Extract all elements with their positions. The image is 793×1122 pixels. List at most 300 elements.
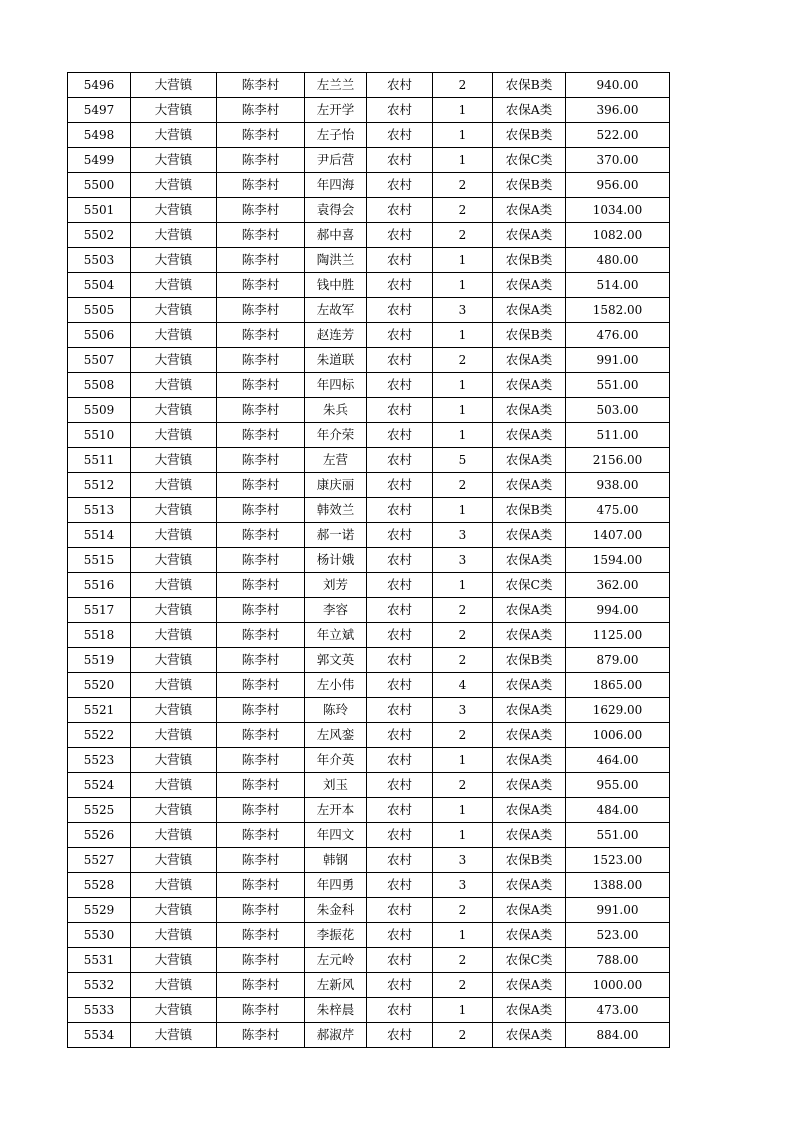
cell-member-count: 1 [433,998,493,1023]
cell-household-type: 农村 [367,823,433,848]
cell-household-type: 农村 [367,223,433,248]
cell-town: 大营镇 [131,873,217,898]
cell-household-type: 农村 [367,98,433,123]
table-row [68,973,670,998]
cell-member-count: 1 [433,248,493,273]
cell-village: 陈李村 [217,623,305,648]
cell-row-number: 5532 [68,973,131,998]
cell-town: 大营镇 [131,323,217,348]
cell-insurance-category: 农保A类 [493,548,566,573]
cell-insurance-category: 农保A类 [493,998,566,1023]
cell-household-type: 农村 [367,848,433,873]
table-row [68,273,670,298]
cell-household-type: 农村 [367,198,433,223]
cell-row-number: 5499 [68,148,131,173]
cell-amount: 956.00 [566,173,670,198]
cell-insurance-category: 农保A类 [493,273,566,298]
cell-amount: 473.00 [566,998,670,1023]
table-row [68,323,670,348]
cell-household-type: 农村 [367,398,433,423]
cell-household-type: 农村 [367,723,433,748]
cell-insurance-category: 农保A类 [493,423,566,448]
cell-insurance-category: 农保B类 [493,123,566,148]
cell-town: 大营镇 [131,523,217,548]
cell-village: 陈李村 [217,823,305,848]
table-row [68,123,670,148]
table-row [68,998,670,1023]
cell-row-number: 5525 [68,798,131,823]
table-row [68,248,670,273]
cell-amount: 396.00 [566,98,670,123]
cell-village: 陈李村 [217,898,305,923]
cell-town: 大营镇 [131,448,217,473]
table-row [68,923,670,948]
cell-amount: 476.00 [566,323,670,348]
cell-amount: 1523.00 [566,848,670,873]
cell-insurance-category: 农保C类 [493,148,566,173]
table-row [68,223,670,248]
cell-insurance-category: 农保A类 [493,698,566,723]
cell-town: 大营镇 [131,548,217,573]
cell-row-number: 5506 [68,323,131,348]
cell-name: 年四标 [305,373,367,398]
cell-amount: 514.00 [566,273,670,298]
cell-member-count: 2 [433,648,493,673]
table-row [68,73,670,98]
cell-member-count: 2 [433,73,493,98]
cell-amount: 1629.00 [566,698,670,723]
cell-household-type: 农村 [367,523,433,548]
cell-amount: 1865.00 [566,673,670,698]
cell-insurance-category: 农保A类 [493,623,566,648]
table-body [68,73,670,1048]
cell-household-type: 农村 [367,248,433,273]
table-row [68,523,670,548]
cell-household-type: 农村 [367,298,433,323]
cell-town: 大营镇 [131,473,217,498]
table-row [68,148,670,173]
data-table [67,72,670,1048]
cell-household-type: 农村 [367,273,433,298]
cell-row-number: 5503 [68,248,131,273]
cell-town: 大营镇 [131,173,217,198]
cell-amount: 503.00 [566,398,670,423]
cell-name: 年介英 [305,748,367,773]
cell-row-number: 5511 [68,448,131,473]
cell-name: 左新风 [305,973,367,998]
cell-member-count: 3 [433,848,493,873]
cell-amount: 551.00 [566,823,670,848]
cell-member-count: 2 [433,723,493,748]
cell-village: 陈李村 [217,348,305,373]
cell-village: 陈李村 [217,998,305,1023]
cell-name: 左开学 [305,98,367,123]
cell-town: 大营镇 [131,623,217,648]
table-row [68,173,670,198]
cell-amount: 879.00 [566,648,670,673]
cell-insurance-category: 农保A类 [493,98,566,123]
cell-village: 陈李村 [217,148,305,173]
cell-household-type: 农村 [367,173,433,198]
cell-village: 陈李村 [217,773,305,798]
table-row [68,373,670,398]
cell-member-count: 2 [433,973,493,998]
cell-household-type: 农村 [367,873,433,898]
cell-insurance-category: 农保B类 [493,498,566,523]
cell-amount: 484.00 [566,798,670,823]
cell-member-count: 3 [433,548,493,573]
cell-town: 大营镇 [131,898,217,923]
cell-name: 刘玉 [305,773,367,798]
cell-row-number: 5500 [68,173,131,198]
cell-household-type: 农村 [367,623,433,648]
cell-household-type: 农村 [367,698,433,723]
cell-village: 陈李村 [217,698,305,723]
cell-member-count: 5 [433,448,493,473]
cell-row-number: 5505 [68,298,131,323]
cell-insurance-category: 农保B类 [493,323,566,348]
cell-row-number: 5518 [68,623,131,648]
cell-row-number: 5524 [68,773,131,798]
cell-insurance-category: 农保A类 [493,373,566,398]
cell-insurance-category: 农保A类 [493,923,566,948]
cell-insurance-category: 农保A类 [493,873,566,898]
cell-row-number: 5528 [68,873,131,898]
cell-name: 康庆丽 [305,473,367,498]
cell-village: 陈李村 [217,523,305,548]
cell-row-number: 5520 [68,673,131,698]
cell-village: 陈李村 [217,673,305,698]
cell-row-number: 5516 [68,573,131,598]
cell-name: 左子怡 [305,123,367,148]
cell-town: 大营镇 [131,223,217,248]
cell-town: 大营镇 [131,98,217,123]
cell-member-count: 3 [433,698,493,723]
cell-row-number: 5517 [68,598,131,623]
table-row [68,898,670,923]
cell-amount: 480.00 [566,248,670,273]
table-row [68,98,670,123]
cell-row-number: 5521 [68,698,131,723]
cell-member-count: 1 [433,323,493,348]
cell-household-type: 农村 [367,948,433,973]
cell-amount: 940.00 [566,73,670,98]
cell-insurance-category: 农保B类 [493,648,566,673]
cell-village: 陈李村 [217,873,305,898]
cell-village: 陈李村 [217,598,305,623]
cell-village: 陈李村 [217,398,305,423]
cell-name: 年介荣 [305,423,367,448]
cell-name: 李振花 [305,923,367,948]
table-row [68,698,670,723]
cell-insurance-category: 农保A类 [493,1023,566,1048]
cell-member-count: 2 [433,223,493,248]
cell-town: 大营镇 [131,298,217,323]
cell-name: 左开本 [305,798,367,823]
cell-household-type: 农村 [367,923,433,948]
cell-insurance-category: 农保A类 [493,348,566,373]
cell-town: 大营镇 [131,973,217,998]
table-row [68,623,670,648]
cell-member-count: 2 [433,1023,493,1048]
cell-row-number: 5523 [68,748,131,773]
cell-amount: 2156.00 [566,448,670,473]
cell-row-number: 5514 [68,523,131,548]
cell-row-number: 5533 [68,998,131,1023]
cell-town: 大营镇 [131,273,217,298]
cell-town: 大营镇 [131,848,217,873]
cell-town: 大营镇 [131,998,217,1023]
cell-household-type: 农村 [367,1023,433,1048]
table-row [68,423,670,448]
cell-household-type: 农村 [367,973,433,998]
cell-amount: 991.00 [566,898,670,923]
cell-insurance-category: 农保B类 [493,248,566,273]
cell-insurance-category: 农保B类 [493,173,566,198]
cell-amount: 884.00 [566,1023,670,1048]
cell-town: 大营镇 [131,773,217,798]
cell-village: 陈李村 [217,248,305,273]
cell-amount: 370.00 [566,148,670,173]
cell-amount: 1034.00 [566,198,670,223]
cell-row-number: 5530 [68,923,131,948]
cell-insurance-category: 农保A类 [493,823,566,848]
cell-member-count: 2 [433,173,493,198]
table-row [68,348,670,373]
cell-amount: 1407.00 [566,523,670,548]
table-row [68,823,670,848]
cell-amount: 938.00 [566,473,670,498]
cell-amount: 523.00 [566,923,670,948]
cell-town: 大营镇 [131,923,217,948]
cell-row-number: 5504 [68,273,131,298]
cell-insurance-category: 农保A类 [493,598,566,623]
cell-row-number: 5507 [68,348,131,373]
cell-household-type: 农村 [367,148,433,173]
cell-amount: 788.00 [566,948,670,973]
cell-amount: 551.00 [566,373,670,398]
cell-name: 左故军 [305,298,367,323]
cell-household-type: 农村 [367,423,433,448]
cell-row-number: 5526 [68,823,131,848]
cell-insurance-category: 农保A类 [493,723,566,748]
cell-village: 陈李村 [217,273,305,298]
cell-member-count: 1 [433,823,493,848]
cell-insurance-category: 农保A类 [493,473,566,498]
cell-row-number: 5522 [68,723,131,748]
cell-name: 陶洪兰 [305,248,367,273]
cell-town: 大营镇 [131,423,217,448]
cell-amount: 1125.00 [566,623,670,648]
cell-member-count: 1 [433,923,493,948]
cell-amount: 955.00 [566,773,670,798]
cell-town: 大营镇 [131,348,217,373]
cell-name: 郝一诺 [305,523,367,548]
cell-insurance-category: 农保A类 [493,773,566,798]
cell-name: 年四海 [305,173,367,198]
cell-household-type: 农村 [367,373,433,398]
cell-village: 陈李村 [217,223,305,248]
cell-town: 大营镇 [131,373,217,398]
cell-village: 陈李村 [217,973,305,998]
cell-row-number: 5509 [68,398,131,423]
cell-town: 大营镇 [131,598,217,623]
cell-member-count: 3 [433,523,493,548]
cell-village: 陈李村 [217,548,305,573]
cell-name: 左营 [305,448,367,473]
table-row [68,398,670,423]
cell-amount: 475.00 [566,498,670,523]
cell-village: 陈李村 [217,373,305,398]
cell-village: 陈李村 [217,123,305,148]
cell-insurance-category: 农保C类 [493,573,566,598]
cell-member-count: 2 [433,623,493,648]
cell-amount: 511.00 [566,423,670,448]
cell-village: 陈李村 [217,1023,305,1048]
cell-household-type: 农村 [367,473,433,498]
table-row [68,773,670,798]
cell-amount: 1000.00 [566,973,670,998]
cell-row-number: 5508 [68,373,131,398]
cell-household-type: 农村 [367,348,433,373]
cell-name: 朱道联 [305,348,367,373]
cell-insurance-category: 农保A类 [493,198,566,223]
cell-insurance-category: 农保A类 [493,398,566,423]
cell-name: 左元岭 [305,948,367,973]
cell-member-count: 2 [433,598,493,623]
cell-row-number: 5515 [68,548,131,573]
cell-member-count: 2 [433,898,493,923]
cell-name: 赵连芳 [305,323,367,348]
cell-village: 陈李村 [217,748,305,773]
cell-amount: 1082.00 [566,223,670,248]
cell-amount: 994.00 [566,598,670,623]
cell-name: 韩效兰 [305,498,367,523]
cell-amount: 522.00 [566,123,670,148]
cell-village: 陈李村 [217,323,305,348]
cell-insurance-category: 农保A类 [493,448,566,473]
cell-village: 陈李村 [217,448,305,473]
cell-member-count: 3 [433,873,493,898]
cell-member-count: 2 [433,198,493,223]
cell-insurance-category: 农保B类 [493,73,566,98]
cell-village: 陈李村 [217,423,305,448]
cell-household-type: 农村 [367,773,433,798]
cell-row-number: 5527 [68,848,131,873]
cell-row-number: 5529 [68,898,131,923]
cell-town: 大营镇 [131,148,217,173]
cell-name: 杨计娥 [305,548,367,573]
table-row [68,298,670,323]
table-row [68,473,670,498]
cell-village: 陈李村 [217,848,305,873]
cell-name: 年四文 [305,823,367,848]
cell-name: 韩钢 [305,848,367,873]
cell-insurance-category: 农保A类 [493,898,566,923]
table-row [68,723,670,748]
cell-row-number: 5497 [68,98,131,123]
cell-name: 年四勇 [305,873,367,898]
cell-amount: 991.00 [566,348,670,373]
cell-insurance-category: 农保C类 [493,948,566,973]
cell-name: 尹后营 [305,148,367,173]
cell-member-count: 3 [433,298,493,323]
cell-insurance-category: 农保A类 [493,973,566,998]
cell-village: 陈李村 [217,198,305,223]
cell-insurance-category: 农保A类 [493,748,566,773]
table-row [68,498,670,523]
cell-town: 大营镇 [131,748,217,773]
cell-village: 陈李村 [217,173,305,198]
cell-member-count: 1 [433,148,493,173]
cell-row-number: 5501 [68,198,131,223]
cell-town: 大营镇 [131,798,217,823]
cell-household-type: 农村 [367,898,433,923]
cell-member-count: 1 [433,748,493,773]
cell-village: 陈李村 [217,298,305,323]
cell-name: 左兰兰 [305,73,367,98]
table-row [68,873,670,898]
cell-amount: 362.00 [566,573,670,598]
cell-member-count: 2 [433,773,493,798]
cell-member-count: 1 [433,423,493,448]
cell-name: 袁得会 [305,198,367,223]
cell-village: 陈李村 [217,498,305,523]
cell-town: 大营镇 [131,123,217,148]
cell-village: 陈李村 [217,73,305,98]
cell-amount: 1582.00 [566,298,670,323]
table-row [68,648,670,673]
cell-household-type: 农村 [367,573,433,598]
cell-town: 大营镇 [131,398,217,423]
cell-town: 大营镇 [131,648,217,673]
cell-town: 大营镇 [131,948,217,973]
cell-town: 大营镇 [131,673,217,698]
cell-household-type: 农村 [367,798,433,823]
cell-amount: 1594.00 [566,548,670,573]
table-row [68,798,670,823]
cell-town: 大营镇 [131,723,217,748]
cell-household-type: 农村 [367,598,433,623]
cell-name: 郝淑芹 [305,1023,367,1048]
cell-household-type: 农村 [367,73,433,98]
table-row [68,448,670,473]
cell-village: 陈李村 [217,923,305,948]
cell-name: 郝中喜 [305,223,367,248]
cell-village: 陈李村 [217,473,305,498]
cell-member-count: 2 [433,473,493,498]
cell-name: 左小伟 [305,673,367,698]
table-row [68,1023,670,1048]
cell-member-count: 1 [433,573,493,598]
cell-name: 左风銮 [305,723,367,748]
table-row [68,748,670,773]
cell-name: 李容 [305,598,367,623]
cell-household-type: 农村 [367,448,433,473]
cell-member-count: 1 [433,123,493,148]
table-row [68,548,670,573]
cell-name: 刘芳 [305,573,367,598]
table-row [68,848,670,873]
cell-town: 大营镇 [131,823,217,848]
cell-row-number: 5496 [68,73,131,98]
cell-row-number: 5534 [68,1023,131,1048]
cell-member-count: 2 [433,348,493,373]
cell-member-count: 1 [433,273,493,298]
cell-town: 大营镇 [131,498,217,523]
cell-town: 大营镇 [131,198,217,223]
cell-row-number: 5502 [68,223,131,248]
